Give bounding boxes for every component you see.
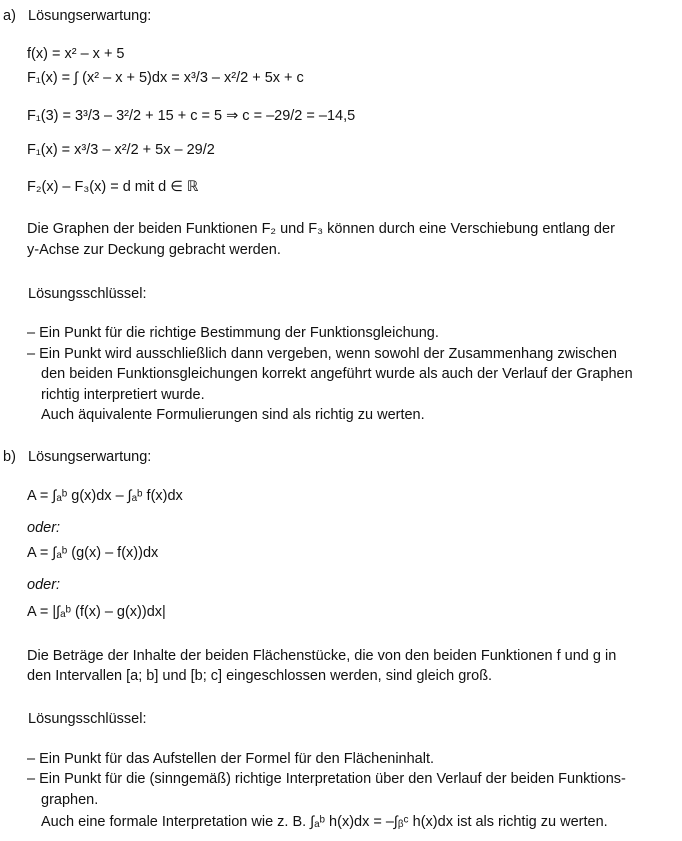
- part-a-key-item2-line3: richtig interpretiert wurde.: [41, 387, 205, 403]
- oder-label-2: oder:: [27, 577, 61, 593]
- part-a-explanation-line2: y-Achse zur Deckung gebracht werden.: [27, 242, 281, 258]
- oder-label-1: oder:: [27, 520, 61, 536]
- part-b-key-item2-line1: – Ein Punkt für die (sinngemäß) richtige Interpretation über den Verlauf der beiden Funktions-: [27, 771, 626, 787]
- F1-evaluation-formula: F₁(3) = 3³/3 – 3²/2 + 15 + c = 5 ⇒ c = –29/2 = –14,5: [27, 108, 356, 124]
- part-a-key-item1: – Ein Punkt für die richtige Bestimmung der Funktionsgleichung.: [27, 325, 439, 341]
- part-a-key-item2-line2: den beiden Funktionsgleichungen korrekt angeführt wurde als auch der Verlauf der Graphen: [41, 366, 633, 382]
- part-b-explanation-line1: Die Beträge der Inhalte der beiden Flächenstücke, die von den beiden Funktionen f und g in: [27, 648, 617, 664]
- area-formula-2: A = ∫ₐᵇ (g(x) – f(x))dx: [27, 545, 159, 561]
- part-b-marker: b): [3, 449, 16, 465]
- part-a-heading: Lösungserwartung:: [28, 8, 152, 24]
- part-b-explanation-line2: den Intervallen [a; b] und [b; c] eingeschlossen werden, sind gleich groß.: [27, 668, 493, 684]
- part-a-marker: a): [3, 8, 16, 24]
- part-b-key-item2-line3: Auch eine formale Interpretation wie z. B. ∫ₐᵇ h(x)dx = –∫ᵦᶜ h(x)dx ist als richtig zu werten.: [41, 814, 608, 830]
- part-b-key-heading: Lösungsschlüssel:: [28, 711, 147, 727]
- part-b-key-item1: – Ein Punkt für das Aufstellen der Formel für den Flächeninhalt.: [27, 751, 435, 767]
- area-formula-3: A = |∫ₐᵇ (f(x) – g(x))dx|: [27, 604, 166, 620]
- F1-integral-formula: F₁(x) = ∫ (x² – x + 5)dx = x³/3 – x²/2 + 5x + c: [27, 70, 304, 86]
- part-b-key-item2-line2: graphen.: [41, 792, 99, 808]
- area-formula-1: A = ∫ₐᵇ g(x)dx – ∫ₐᵇ f(x)dx: [27, 488, 183, 504]
- f-definition: f(x) = x² – x + 5: [27, 46, 125, 62]
- F1-result-formula: F₁(x) = x³/3 – x²/2 + 5x – 29/2: [27, 142, 215, 158]
- F-difference-formula: F₂(x) – F₃(x) = d mit d ∈ ℝ: [27, 179, 199, 195]
- part-a-key-item2-line1: – Ein Punkt wird ausschließlich dann vergeben, wenn sowohl der Zusammenhang zwischen: [27, 346, 617, 362]
- part-b-heading: Lösungserwartung:: [28, 449, 152, 465]
- part-a-key-item2-line4: Auch äquivalente Formulierungen sind als richtig zu werten.: [41, 407, 425, 423]
- part-a-key-heading: Lösungsschlüssel:: [28, 286, 147, 302]
- part-a-explanation-line1: Die Graphen der beiden Funktionen F₂ und F₃ können durch eine Verschiebung entlang der: [27, 221, 615, 237]
